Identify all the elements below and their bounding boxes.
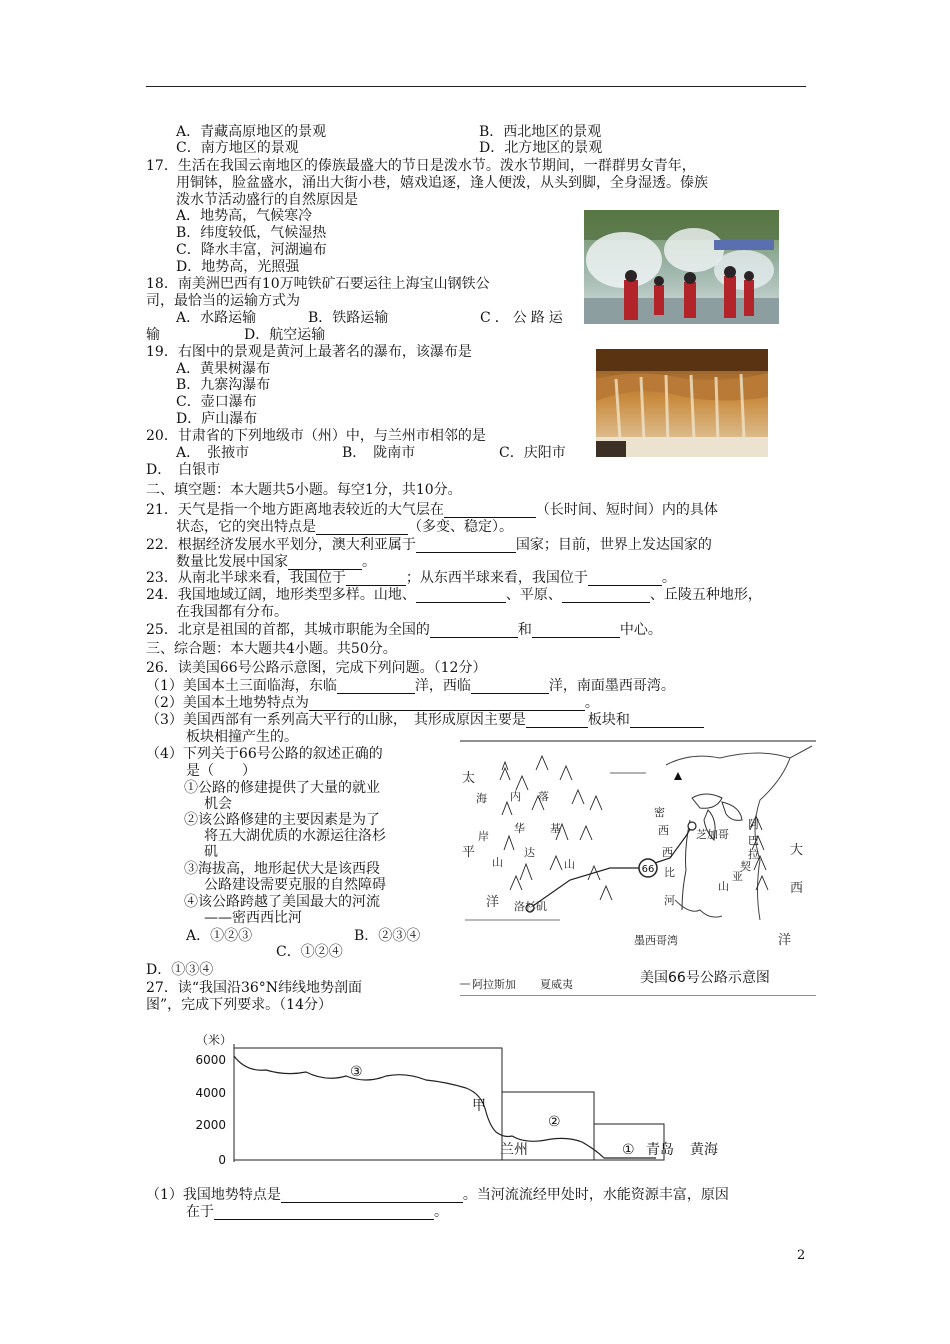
q20-option-a: A． 张掖市 xyxy=(176,445,250,461)
q27-sub1-line-2: 在于 。 xyxy=(186,1204,448,1220)
q26-option-a: A．①②③ xyxy=(186,928,253,944)
q16-option-c: C．南方地区的景观 xyxy=(176,140,299,156)
q26-sub2: （2）美国本土地势特点为 。 xyxy=(146,695,599,711)
map-miss-1: 密 xyxy=(654,806,665,819)
profile-jia: 甲 xyxy=(472,1098,486,1114)
map-app-2: 巴 xyxy=(748,834,759,847)
map-coast-1: 海 xyxy=(476,792,487,805)
map-nevada-2: 华 xyxy=(514,822,525,835)
map-la: 洛杉矶 xyxy=(514,900,547,913)
q25-blank-1[interactable] xyxy=(430,624,518,638)
map-miss-3: 西 xyxy=(662,846,673,859)
q22-blank-1[interactable] xyxy=(416,539,516,553)
q23-line: 23．从南北半球来看，我国位于 ；从东西半球来看，我国位于 。 xyxy=(146,570,676,586)
q20-option-d: D． 白银市 xyxy=(146,462,221,478)
q25-blank-2[interactable] xyxy=(532,624,620,638)
map-nevada-3: 达 xyxy=(524,846,535,859)
q27-stem-2: 图”，完成下列要求。（14分） xyxy=(146,997,332,1013)
q26-title: 26．读美国66号公路示意图，完成下列问题。（12分） xyxy=(146,660,487,676)
q26-blank-plate-2[interactable] xyxy=(630,714,704,728)
q19-option-d: D．庐山瀑布 xyxy=(176,411,258,427)
profile-lanzhou: 兰州 xyxy=(500,1142,528,1158)
q18-option-d: D．航空运输 xyxy=(244,327,326,343)
q24-line-2: 在我国都有分布。 xyxy=(176,604,288,620)
q17-option-d: D．地势高，光照强 xyxy=(176,259,300,275)
q26-option-c: C．①②④ xyxy=(276,944,343,960)
map-pacific-2: 平 xyxy=(462,845,476,860)
q26-statement-2-end: 矶 xyxy=(204,844,218,860)
map-app-6: 山 xyxy=(718,880,729,893)
map-rocky-1: 落 xyxy=(538,790,549,803)
q26-statement-4-cont: ——密西西比河 xyxy=(204,910,302,926)
q27-blank-2[interactable] xyxy=(214,1206,434,1220)
route66-map xyxy=(460,740,816,996)
q26-statement-1: ①公路的修建提供了大量的就业 xyxy=(184,780,380,796)
header-rule xyxy=(146,86,806,87)
map-app-1: 阿 xyxy=(748,818,759,831)
map-miss-4: 比 xyxy=(664,866,675,879)
q26-statement-2: ②该公路修建的主要因素是为了 xyxy=(184,812,380,828)
q23-blank-1[interactable] xyxy=(346,572,406,586)
q26-blank-west[interactable] xyxy=(471,680,549,694)
section-2-heading: 二、填空题：本大题共5小题。每空1分，共10分。 xyxy=(146,482,462,498)
map-miss-5: 河 xyxy=(664,894,675,907)
profile-step-3: ③ xyxy=(350,1064,363,1080)
map-coast-3: 山 xyxy=(492,856,503,869)
q21-blank-1[interactable] xyxy=(444,504,536,518)
q17-option-a: A．地势高，气候寒冷 xyxy=(176,208,313,224)
q19-option-b: B．九寨沟瀑布 xyxy=(176,377,271,393)
map-legend-hawaii: 夏威夷 xyxy=(540,978,573,991)
map-rocky-2: 基 xyxy=(550,822,561,835)
q26-sub4-cont: 是（ ） xyxy=(186,763,256,779)
q24-blank-1[interactable] xyxy=(416,589,506,603)
q17-stem-3: 泼水节活动盛行的自然原因是 xyxy=(176,192,358,208)
q27-blank-1[interactable] xyxy=(281,1189,463,1203)
q26-blank-terrain[interactable] xyxy=(309,697,585,711)
profile-tick-2000: 2000 xyxy=(195,1118,226,1132)
map-app-4: 契 xyxy=(740,860,751,873)
q16-option-a: A．青藏高原地区的景观 xyxy=(176,124,327,140)
q20-option-c: C．庆阳市 xyxy=(499,445,566,461)
section-3-heading: 三、综合题：本大题共4小题。共50分。 xyxy=(146,641,397,657)
map-chicago: 芝加哥 xyxy=(696,828,729,841)
q21-line-2: 状态，它的突出特点是 （多变、稳定）。 xyxy=(176,519,513,535)
q24-blank-2[interactable] xyxy=(562,589,650,603)
terrain-profile-chart xyxy=(186,1032,746,1172)
page-number: 2 xyxy=(797,1248,806,1263)
map-rocky-3: 山 xyxy=(564,858,575,871)
profile-tick-4000: 4000 xyxy=(195,1086,226,1100)
q18-option-c-cont: 输 xyxy=(146,327,160,343)
map-pacific-3: 洋 xyxy=(486,895,500,910)
water-festival-photo xyxy=(584,210,779,324)
map-app-5: 亚 xyxy=(732,870,743,883)
q17-stem-1: 17．生活在我国云南地区的傣族最盛大的节日是泼水节。泼水节期间，一群群男女青年， xyxy=(146,158,696,174)
q20-stem: 20．甘肃省的下列地级市（州）中，与兰州市相邻的是 xyxy=(146,428,486,444)
q26-option-d: D．①③④ xyxy=(146,962,214,978)
q26-option-b: B．②③④ xyxy=(354,928,421,944)
q26-blank-plate-1[interactable] xyxy=(526,714,588,728)
q17-option-b: B．纬度较低，气候湿热 xyxy=(176,225,327,241)
map-gulf: 墨西哥湾 xyxy=(634,934,678,947)
map-atlantic-1: 大 xyxy=(790,843,804,858)
map-pacific-1: 太 xyxy=(462,771,476,786)
map-nevada-1: 内 xyxy=(510,790,521,803)
q18-stem-2: 司，最恰当的运输方式为 xyxy=(146,293,300,309)
map-app-3: 拉 xyxy=(748,848,759,861)
q21-line-1: 21．天气是指一个地方距离地表较近的大气层在 （长时间、短时间）内的具体 xyxy=(146,502,718,518)
q26-sub3-cont: 板块相撞产生的。 xyxy=(186,729,298,745)
q17-option-c: C．降水丰富，河湖遍布 xyxy=(176,242,327,258)
profile-tick-6000: 6000 xyxy=(195,1053,226,1067)
q18-option-c: C．公路运 xyxy=(480,310,567,326)
q25-line: 25．北京是祖国的首都，其城市职能为全国的 和 中心。 xyxy=(146,622,662,638)
q26-statement-3-cont: 公路建设需要克服的自然障碍 xyxy=(204,877,386,893)
q26-sub1: （1）美国本土三面临海，东临 洋，西临 洋，南面墨西哥湾。 xyxy=(146,678,675,694)
map-miss-2: 西 xyxy=(658,824,669,837)
profile-huanghai: 黄海 xyxy=(690,1142,718,1158)
q26-statement-4: ④该公路跨越了美国最大的河流 xyxy=(184,894,380,910)
q16-option-d: D．北方地区的景观 xyxy=(479,140,603,156)
q26-statement-3: ③海拔高，地形起伏大是该西段 xyxy=(184,861,380,877)
map-coast-2: 岸 xyxy=(478,830,489,843)
q18-option-b: B．铁路运输 xyxy=(308,310,389,326)
profile-unit: （米） xyxy=(196,1033,233,1047)
q18-stem-1: 18．南美洲巴西有10万吨铁矿石要运往上海宝山钢铁公 xyxy=(146,276,490,292)
q19-stem: 19．右图中的景观是黄河上最著名的瀑布，该瀑布是 xyxy=(146,344,472,360)
q22-line-2: 数量比发展中国家 。 xyxy=(176,554,376,570)
q16-option-b: B．西北地区的景观 xyxy=(479,124,602,140)
q27-stem-1: 27．读“我国沿36°N纬线地势剖面 xyxy=(146,980,363,996)
q17-stem-2: 用铜钵，脸盆盛水，涌出大街小巷，嬉戏追逐，逢人便泼，从头到脚，全身湿透。傣族 xyxy=(176,175,708,191)
q26-statement-2-cont: 将五大湖优质的水源运往洛杉 xyxy=(204,828,386,844)
map-title: 美国66号公路示意图 xyxy=(640,970,770,986)
waterfall-photo xyxy=(596,349,768,457)
q26-sub4: （4）下列关于66号公路的叙述正确的 xyxy=(146,746,383,762)
q20-option-b: B． 陇南市 xyxy=(342,445,416,461)
q19-option-c: C．壶口瀑布 xyxy=(176,394,257,410)
q22-blank-2[interactable] xyxy=(288,556,362,570)
map-legend-alaska: 阿拉斯加 xyxy=(472,978,516,991)
q21-blank-2[interactable] xyxy=(316,521,408,535)
q18-option-a: A．水路运输 xyxy=(176,310,257,326)
map-atlantic-2: 西 xyxy=(790,881,804,896)
q26-statement-1-cont: 机会 xyxy=(204,796,232,812)
route-66-shield: 66 xyxy=(641,864,655,875)
q19-option-a: A．黄果树瀑布 xyxy=(176,361,271,377)
profile-step-2: ② xyxy=(548,1114,561,1130)
q23-blank-2[interactable] xyxy=(588,572,662,586)
q24-line-1: 24．我国地域辽阔，地形类型多样。山地、 、平原、 、丘陵五种地形， xyxy=(146,587,762,603)
chicago-marker xyxy=(688,822,696,830)
q26-sub3: （3）美国西部有一系列高大平行的山脉， 其形成原因主要是 板块和 xyxy=(146,712,704,728)
profile-step-1: ① xyxy=(622,1142,635,1158)
map-atlantic-3: 洋 xyxy=(778,933,792,948)
q26-blank-east[interactable] xyxy=(337,680,415,694)
profile-tick-0: 0 xyxy=(218,1153,226,1167)
profile-qingdao: 青岛 xyxy=(646,1142,674,1158)
q27-sub1-line-1: （1）我国地势特点是 。当河流流经甲处时，水能资源丰富，原因 xyxy=(146,1187,729,1203)
q22-line-1: 22．根据经济发展水平划分，澳大利亚属于 国家；目前，世界上发达国家的 xyxy=(146,537,712,553)
